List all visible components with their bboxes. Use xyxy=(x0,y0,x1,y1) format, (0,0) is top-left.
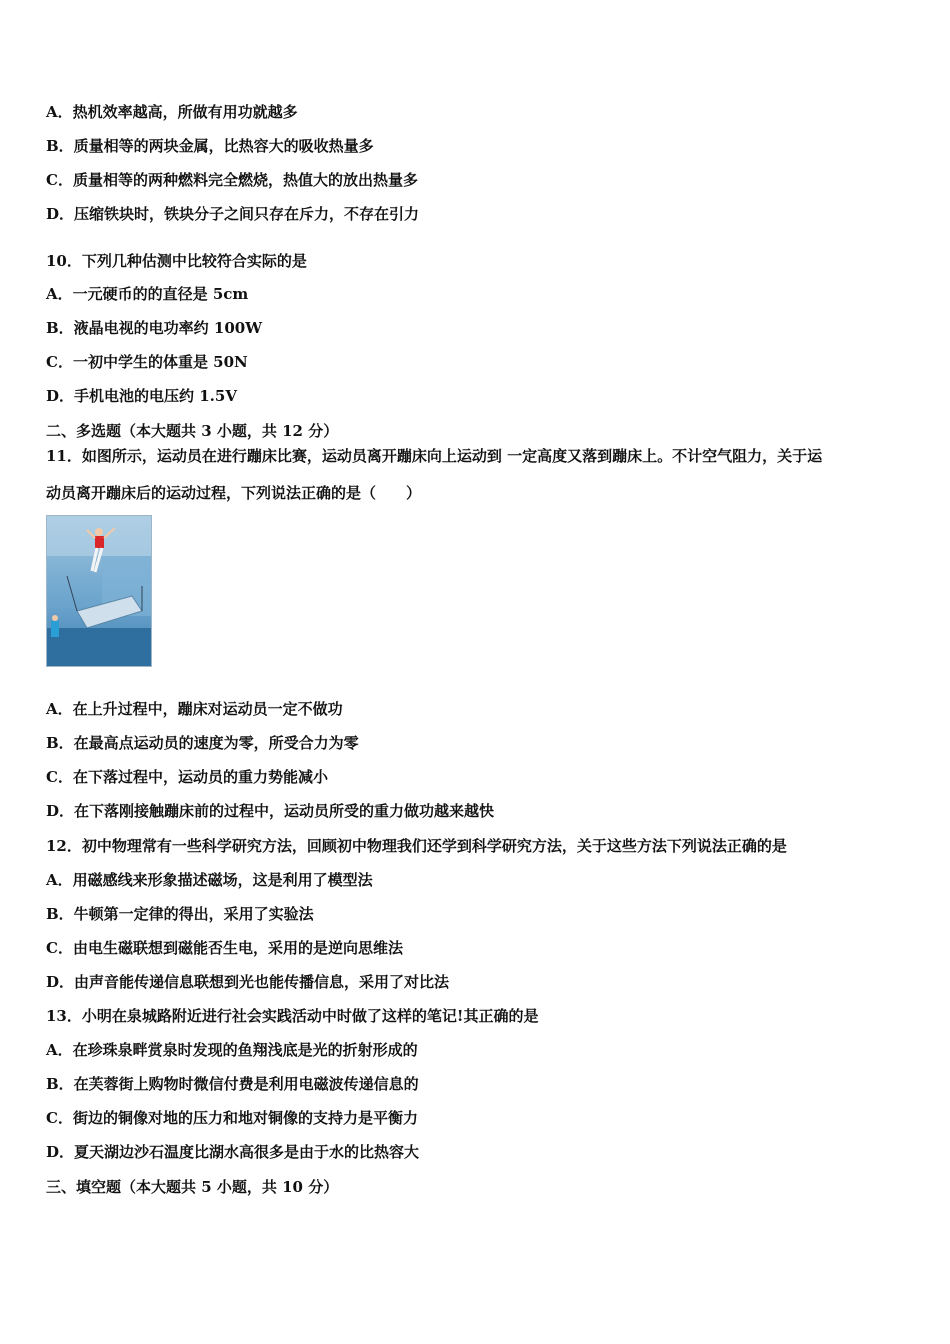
q13-stem: 13．小明在泉城路附近进行社会实践活动中时做了这样的笔记!其正确的是 xyxy=(46,1007,539,1025)
section3-heading: 三、填空题（本大题共 5 小题，共 10 分） xyxy=(46,1178,339,1196)
q13-option-c: C．街边的铜像对地的压力和地对铜像的支持力是平衡力 xyxy=(46,1109,418,1127)
trampoline-illustration xyxy=(47,516,151,666)
q10-option-b: B．液晶电视的电功率约 100W xyxy=(46,319,263,337)
q12-option-a: A．用磁感线来形象描述磁场，这是利用了模型法 xyxy=(46,871,373,889)
q12-option-d: D．由声音能传递信息联想到光也能传播信息，采用了对比法 xyxy=(46,973,450,991)
q10-option-c: C．一初中学生的体重是 50N xyxy=(46,353,248,371)
q11-stem-line1: 11．如图所示，运动员在进行蹦床比赛，运动员离开蹦床向上运动到 一定高度又落到蹦床上。不计空气阻力，关于运 xyxy=(46,447,823,465)
q9-option-b: B．质量相等的两块金属，比热容大的吸收热量多 xyxy=(46,137,374,155)
q11-option-d: D．在下落刚接触蹦床前的过程中，运动员所受的重力做功越来越快 xyxy=(46,802,495,820)
q9-option-c: C．质量相等的两种燃料完全燃烧，热值大的放出热量多 xyxy=(46,171,418,189)
q13-option-d: D．夏天湖边沙石温度比湖水高很多是由于水的比热容大 xyxy=(46,1143,420,1161)
q12-option-c: C．由电生磁联想到磁能否生电，采用的是逆向思维法 xyxy=(46,939,403,957)
q10-option-a: A．一元硬币的的直径是 5cm xyxy=(46,285,249,303)
q12-stem: 12．初中物理常有一些科学研究方法，回顾初中物理我们还学到科学研究方法，关于这些方法下列说法正确的是 xyxy=(46,837,787,855)
q10-option-d: D．手机电池的电压约 1.5V xyxy=(46,387,237,405)
q12-option-b: B．牛顿第一定律的得出，采用了实验法 xyxy=(46,905,314,923)
q11-option-c: C．在下落过程中，运动员的重力势能减小 xyxy=(46,768,328,786)
q10-stem: 10．下列几种估测中比较符合实际的是 xyxy=(46,252,307,270)
trampoline-photo xyxy=(46,515,152,667)
q13-option-b: B．在芙蓉街上购物时微信付费是利用电磁波传递信息的 xyxy=(46,1075,419,1093)
q11-option-a: A．在上升过程中，蹦床对运动员一定不做功 xyxy=(46,700,343,718)
q13-option-a: A．在珍珠泉畔赏泉时发现的鱼翔浅底是光的折射形成的 xyxy=(46,1041,418,1059)
q11-option-b: B．在最高点运动员的速度为零，所受合力为零 xyxy=(46,734,359,752)
section2-heading: 二、多选题（本大题共 3 小题，共 12 分） xyxy=(46,422,339,440)
q11-stem-line2: 动员离开蹦床后的运动过程，下列说法正确的是（ ） xyxy=(46,484,422,502)
q9-option-a: A．热机效率越高，所做有用功就越多 xyxy=(46,103,298,121)
q9-option-d: D．压缩铁块时，铁块分子之间只存在斥力，不存在引力 xyxy=(46,205,420,223)
